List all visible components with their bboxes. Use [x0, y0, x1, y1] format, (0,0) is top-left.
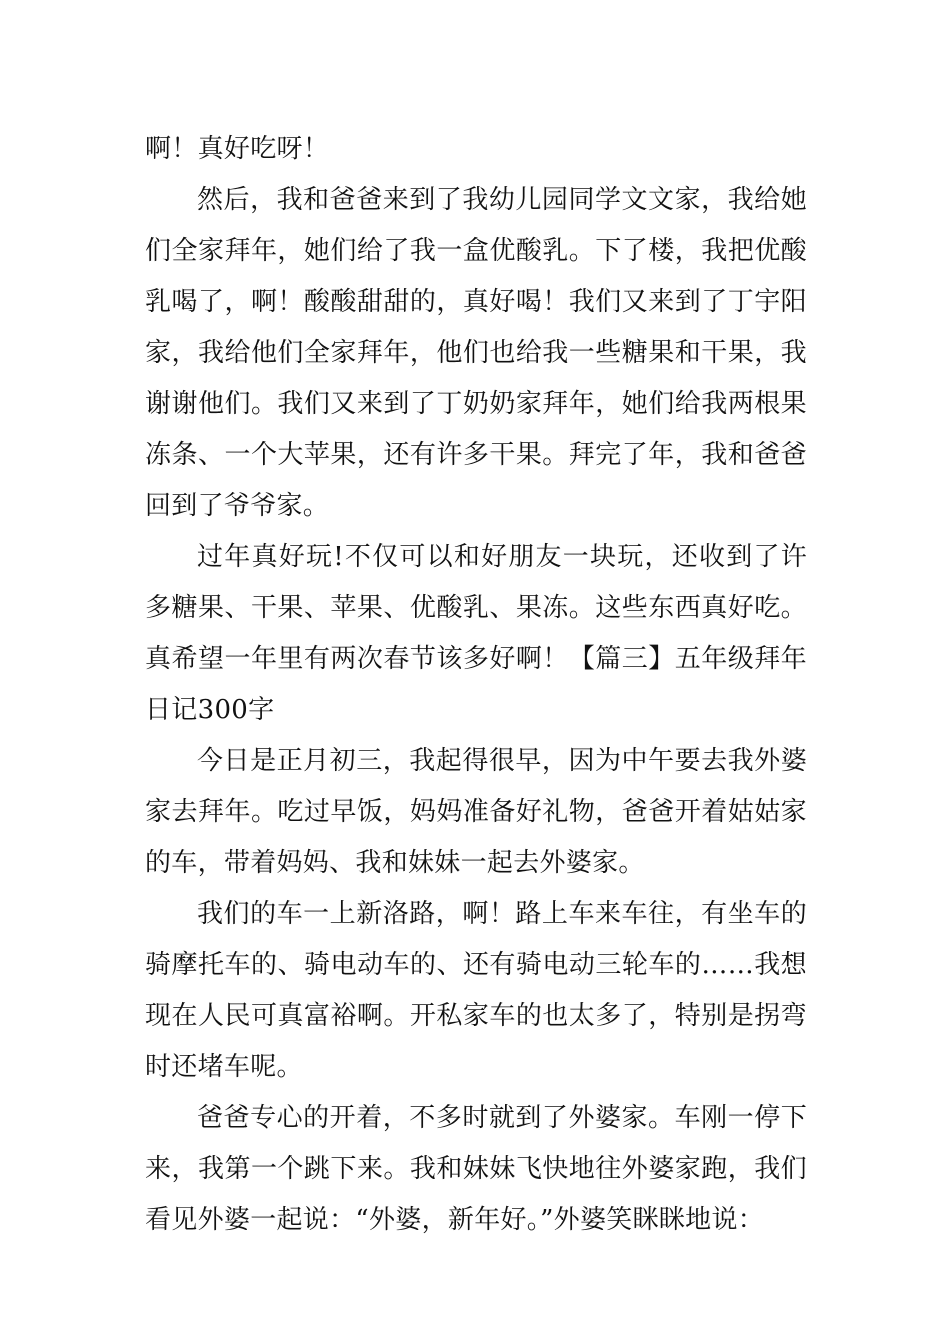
paragraph-1: 啊！真好吃呀！ [145, 134, 330, 164]
paragraph-6: 爸爸专心的开着，不多时就到了外婆家。车刚一停下来，我第一个跳下来。我和妹妹飞快地往外婆家跑，我们看见外婆一起说：“外婆，新年好。”外婆笑眯眯地说： [145, 1103, 807, 1235]
paragraph-3: 过年真好玩!不仅可以和好朋友一块玩，还收到了许多糖果、干果、苹果、优酸乳、果冻。这些东西真好吃。真希望一年里有两次春节该多好啊！【篇三】五年级拜年日记300字 [145, 542, 807, 725]
paragraph-4: 今日是正月初三，我起得很早，因为中午要去我外婆家去拜年。吃过早饭，妈妈准备好礼物，爸爸开着姑姑家的车，带着妈妈、我和妹妹一起去外婆家。 [145, 746, 807, 878]
document-body [145, 124, 807, 1246]
paragraph-5: 我们的车一上新洛路，啊！路上车来车往，有坐车的骑摩托车的、骑电动车的、还有骑电动三轮车的……我想现在人民可真富裕啊。开私家车的也太多了，特别是拐弯时还堵车呢。 [145, 899, 807, 1082]
paragraph-2: 然后，我和爸爸来到了我幼儿园同学文文家，我给她们全家拜年，她们给了我一盒优酸乳。下了楼，我把优酸乳喝了，啊！酸酸甜甜的，真好喝！我们又来到了丁宇阳家，我给他们全家拜年，他们也给我一些糖果和干果，我谢谢他们。我们又来到了丁奶奶家拜年，她们给我两根果冻条、一个大苹果，还有许多干果。拜完了年，我和爸爸回到了爷爷家。 [145, 185, 807, 521]
